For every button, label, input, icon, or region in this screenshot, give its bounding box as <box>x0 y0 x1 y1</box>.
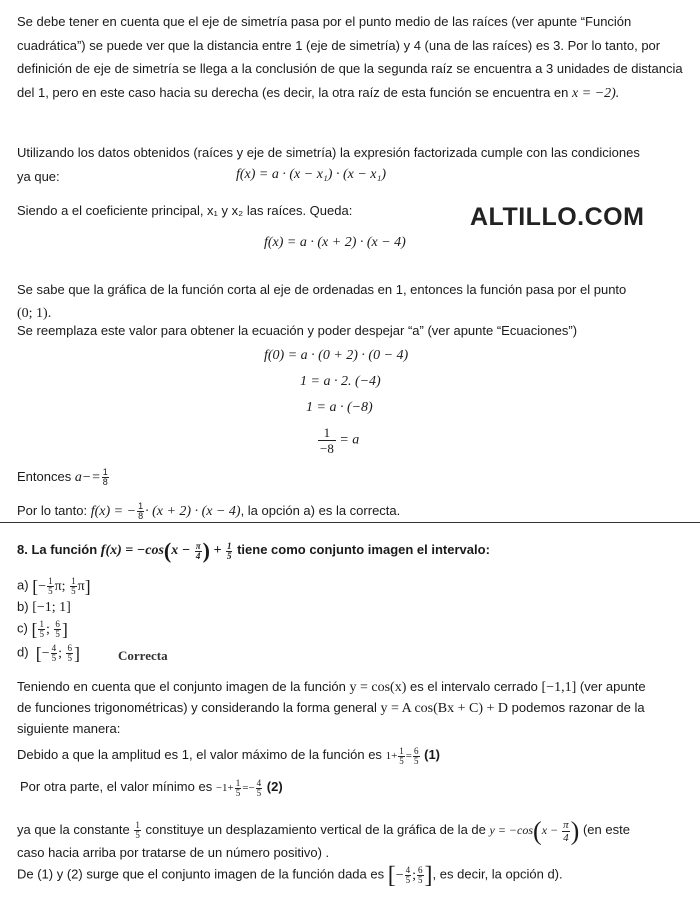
math-a-equals: a−= <box>74 469 101 485</box>
paragraph-text: , es decir, la opción d). <box>432 866 563 882</box>
equation-step-3: 1 = a · (−8) <box>306 400 373 415</box>
math-function-rest: · (x + 2) · (x − 4) <box>145 503 241 519</box>
option-a <box>17 576 91 597</box>
paragraph-image-set-l3: siguiente manera: <box>17 721 121 736</box>
fraction-denominator: 8 <box>102 477 108 487</box>
paragraph-minimum <box>20 779 283 798</box>
paragraph-image-set-l1 <box>17 679 646 696</box>
paragraph-maximum <box>17 747 440 766</box>
paragraph-substitution: Se reemplaza este valor para obtener la ecuación y poder despejar “a” (ver apunte “Ecuaciones”) <box>17 323 578 338</box>
paragraph-ordinate <box>17 278 685 325</box>
option-value: [− $\frac{4}{5}$ ; $\frac{6}{5}$ ] <box>35 643 80 663</box>
paragraph-text: Teniendo en cuenta que el conjunto imagen de la función <box>17 679 346 694</box>
paragraph-conclusion-8 <box>17 862 563 889</box>
math-cos: y = cos(x) <box>349 680 407 695</box>
fraction-numerator: 1 <box>102 467 108 477</box>
option-value: [− $\frac{1}{5}$ π; $\frac{1}{5}$ π] <box>32 576 91 596</box>
question-8-heading <box>17 538 490 564</box>
math-point: (0; 1). <box>17 305 52 321</box>
fraction-denominator: 8 <box>138 511 144 521</box>
math-interval: [−1,1] <box>541 680 577 695</box>
correct-marker: Correcta <box>118 648 168 663</box>
equation-step-2: 1 = a · 2. (−4) <box>300 374 381 389</box>
paragraph-text: de funciones trigonométricas) y considerando la forma general <box>17 700 377 715</box>
paragraph-text: podemos razonar de la <box>511 700 645 715</box>
paragraph-text: Por otra parte, el valor mínimo es <box>20 779 213 795</box>
paragraph-text: es el intervalo cerrado <box>410 679 538 694</box>
paragraph-text: ya que: <box>17 168 60 184</box>
question-function: f(x) = −cos(x − $\frac{\pi}{4}$ ) + $\frac{1}{5}$ <box>100 538 232 563</box>
paragraph-constant-l2: caso hacia arriba por tratarse de un número positivo) . <box>17 845 330 860</box>
option-value: [ $\frac{1}{5}$ ; $\frac{6}{5}$ ] <box>31 619 68 639</box>
paragraph-conclusion-a <box>17 468 110 487</box>
math-second-root: x = −2). <box>572 85 620 101</box>
paragraph-text: Por lo tanto: <box>17 502 88 518</box>
option-label: c) <box>17 620 28 636</box>
fraction-denominator: −8 <box>320 441 334 456</box>
fraction-numerator: 1 <box>318 425 336 441</box>
fraction-numerator: 1 <box>138 501 144 511</box>
equation-f0: f(0) = a · (0 + 2) · (0 − 4) <box>264 348 409 363</box>
math-answer-interval: [− $\frac{4}{5}$ ; $\frac{6}{5}$ ] <box>387 862 433 888</box>
section-divider <box>0 522 700 523</box>
option-c <box>17 619 68 640</box>
option-label: b) <box>17 599 29 614</box>
paragraph-text: Entonces <box>17 468 72 484</box>
math-minimum: −1+ $\frac{1}{5}$ =− $\frac{4}{5}$ <box>215 778 262 798</box>
math-cos-function: y = −cos(x − $\frac{\pi}{4}$ ) <box>489 816 580 845</box>
watermark-logo: ALTILLO.COM <box>470 203 645 231</box>
paragraph-coefficient: Siendo a el coeficiente principal, x₁ y x₂ las raíces. Queda: <box>17 203 353 218</box>
option-value: [−1; 1] <box>32 600 71 615</box>
paragraph-text: ya que la constante <box>17 821 130 837</box>
equation-solve-a <box>318 425 359 456</box>
equation-tag: (1) <box>424 747 441 763</box>
paragraph-text: (en este <box>582 821 630 837</box>
option-b <box>17 599 71 616</box>
paragraph-text: (ver apunte <box>579 679 646 694</box>
paragraph-final-answer-7 <box>17 502 400 521</box>
paragraph-text: Se debe tener en cuenta que el eje de simetría pasa por el punto medio de las raíces (ver apunte “Función cuadrática”) se puede ver que la distancia entre 1 (eje de simetría) y 4 (una de las raíces) es 3. Por lo tanto, por definición de eje de simetría se llega a la conclusión de que la segunda raíz se encuentra a 3 unidades de distancia del 1, pero en este caso hacia su derecha (es decir, la otra raíz de esta función se encuentra en <box>17 14 683 100</box>
paragraph-text: Se sabe que la gráfica de la función corta al eje de ordenadas en 1, entonces la función pasa por el punto <box>17 282 627 297</box>
math-maximum: 1+ $\frac{1}{5}$ = $\frac{6}{5}$ <box>385 746 419 766</box>
math-general-form: y = A cos(Bx + C) + D <box>380 701 509 716</box>
equation-factorized: f(x) = a · (x + 2) · (x − 4) <box>264 235 406 250</box>
paragraph-text: Debido a que la amplitud es 1, el valor máximo de la función es <box>17 747 382 763</box>
option-label: d) <box>17 644 29 660</box>
paragraph-text: Utilizando los datos obtenidos (raíces y eje de simetría) la expresión factorizada cumple con las condiciones <box>17 145 640 160</box>
equation-factorized-general: f(x) = a · (x − x₁) · (x − x₁) <box>236 167 387 182</box>
paragraph-image-set-l2 <box>17 700 645 717</box>
paragraph-text: , la opción a) es la correcta. <box>240 502 401 518</box>
equation-rhs: = a <box>339 432 360 448</box>
question-text: tiene como conjunto imagen el intervalo: <box>237 542 490 558</box>
paragraph-symmetry-axis <box>17 10 685 105</box>
question-number: 8. La función <box>17 542 98 558</box>
paragraph-constant-l1: ya que la constante $\frac{1}{5}$ constituye un desplazamiento vertical de la gráfica de la de y = −cos(x − $\frac{\pi}{4}$ ) (en este <box>17 816 630 845</box>
paragraph-text: De (1) y (2) surge que el conjunto imagen de la función dada es <box>17 866 385 882</box>
option-d <box>17 643 80 664</box>
math-function: f(x) = − <box>90 503 137 519</box>
paragraph-text: constituye un desplazamiento vertical de la gráfica de la de <box>145 821 486 837</box>
equation-tag: (2) <box>266 779 283 795</box>
option-label: a) <box>17 577 29 593</box>
